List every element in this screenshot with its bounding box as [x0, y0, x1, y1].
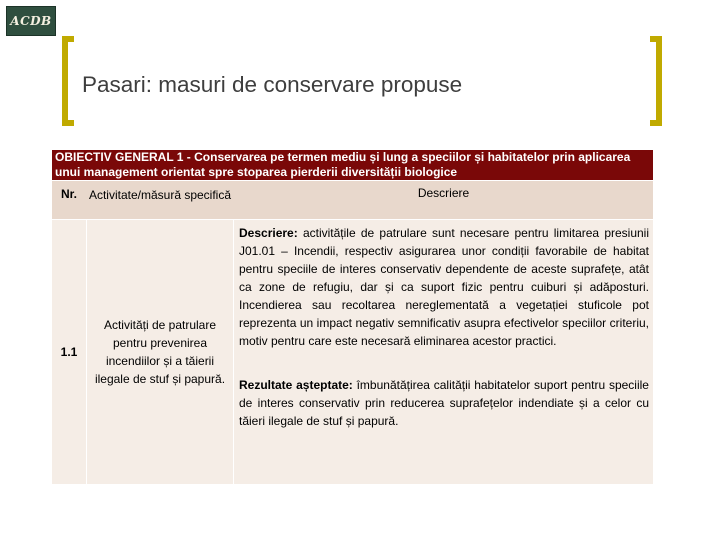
results-text: îmbunătățirea calității habitatelor suport pentru speciile de interes conservativ prin reducerea suprafețelor indendiate și a celor cu tăieri ilegale de stuf și papură. — [239, 378, 649, 428]
header-activity: Activitate/măsură specifică — [88, 188, 232, 202]
left-bracket-decoration — [62, 36, 74, 126]
logo-text: ACDB — [10, 14, 52, 28]
measures-table — [52, 150, 653, 484]
table-header-row — [52, 180, 653, 219]
row-activity: Activități de patrulare pentru prevenirea incendiilor și a tăierii ilegale de stuf și papură. — [86, 220, 234, 484]
table-row — [52, 219, 653, 484]
description-text: activitățile de patrulare sunt necesare pentru limitarea presiunii J01.01 – Incendii, respectiv asigurarea unor condiții favorabile de habitat pentru speciile de interes conservativ dependente de aceste suprafețe, atât ca zone de refugiu, dar și ca suport fizic pentru cuiburi și adăposturi. Incendierea sau recoltarea nereglementată a vegetației stuficole pot reprezenta un impact negativ semnificativ asupra efectivelor speciilor criteriu, motiv pentru care este necesară eliminarea acestor practici. — [239, 226, 650, 348]
description-paragraph — [239, 224, 649, 350]
header-description: Descriere — [417, 186, 470, 200]
results-paragraph — [239, 376, 649, 430]
logo — [6, 6, 56, 36]
header-nr: Nr. — [60, 187, 77, 201]
description-label: Descriere: — [239, 226, 298, 240]
row-nr: 1.1 — [60, 345, 78, 359]
objective-banner: OBIECTIV GENERAL 1 - Conservarea pe termen mediu și lung a speciilor și habitatelor prin aplicarea unui management orientat spre stoparea pierderii diversității biologice — [52, 150, 653, 180]
slide-title: Pasari: masuri de conservare propuse — [82, 72, 463, 97]
results-label: Rezultate așteptate: — [239, 378, 353, 392]
row-description-cell — [234, 220, 653, 484]
right-bracket-decoration — [650, 36, 662, 126]
